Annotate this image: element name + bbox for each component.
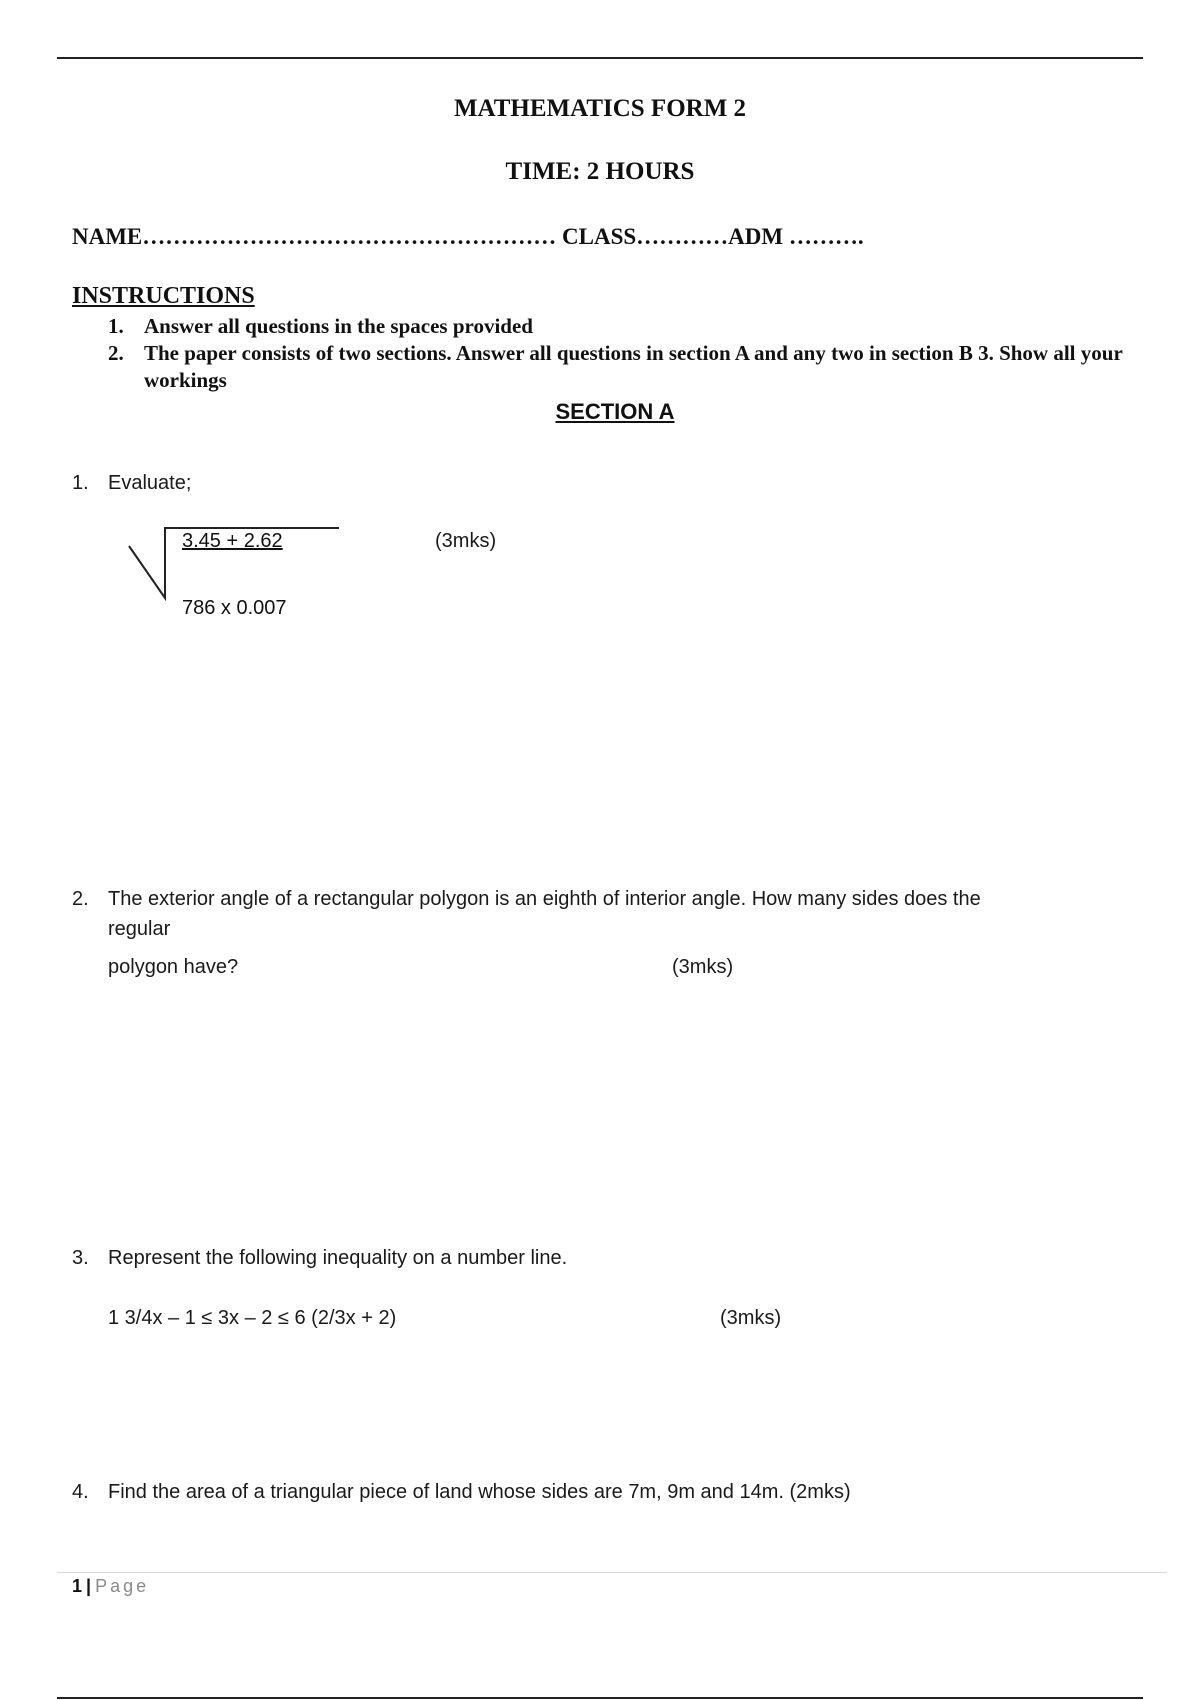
- question-text: Represent the following inequality on a number line.: [108, 1247, 568, 1269]
- question-1: [72, 472, 191, 495]
- instructions-list: [108, 313, 1168, 394]
- instruction-text: The paper consists of two sections. Answer all questions in section A and any two in section B 3. Show all your workings: [144, 341, 1123, 392]
- instruction-item: [108, 313, 1168, 340]
- question-text: The exterior angle of a rectangular polygon is an eighth of interior angle. How many sides does the: [108, 888, 981, 910]
- footer-separator: |: [86, 1576, 92, 1596]
- question-3: [72, 1247, 567, 1270]
- instruction-number: 2.: [108, 341, 124, 365]
- bottom-rule: [57, 1697, 1143, 1699]
- instruction-item: [108, 340, 1168, 394]
- instruction-number: 1.: [108, 314, 124, 338]
- question-4: [72, 1481, 851, 1504]
- page-footer: [72, 1576, 149, 1597]
- page-number: 1: [72, 1576, 83, 1596]
- question-number: 2.: [72, 888, 89, 910]
- instructions-heading: INSTRUCTIONS: [72, 283, 255, 309]
- page-label: Page: [95, 1576, 150, 1596]
- question-marks: (3mks): [435, 530, 497, 552]
- question-text: Evaluate;: [108, 472, 192, 494]
- fraction-denominator: 786 x 0.007: [182, 597, 287, 619]
- exam-title: MATHEMATICS FORM 2: [453, 95, 747, 122]
- question-text-continued: regular: [108, 918, 171, 940]
- footer-divider: [57, 1572, 1167, 1573]
- inequality-expression: 1 3/4x – 1 ≤ 3x – 2 ≤ 6 (2/3x + 2): [108, 1307, 397, 1329]
- question-marks: (3mks): [720, 1307, 782, 1329]
- exam-time: TIME: 2 HOURS: [505, 158, 695, 185]
- fraction-numerator: 3.45 + 2.62: [182, 530, 283, 552]
- question-2: [72, 888, 981, 911]
- question-text-continued: polygon have?: [108, 956, 239, 978]
- question-number: 4.: [72, 1481, 89, 1503]
- question-marks: (3mks): [672, 956, 734, 978]
- instruction-text: Answer all questions in the spaces provided: [144, 314, 533, 338]
- name-class-adm-field: NAME……………………………………………… CLASS…………ADM ……….: [72, 224, 864, 249]
- question-number: 3.: [72, 1247, 89, 1269]
- question-text: Find the area of a triangular piece of land whose sides are 7m, 9m and 14m. (2mks): [108, 1481, 851, 1503]
- question-number: 1.: [72, 472, 89, 494]
- top-rule: [57, 57, 1143, 59]
- section-a-heading: SECTION A: [555, 399, 675, 424]
